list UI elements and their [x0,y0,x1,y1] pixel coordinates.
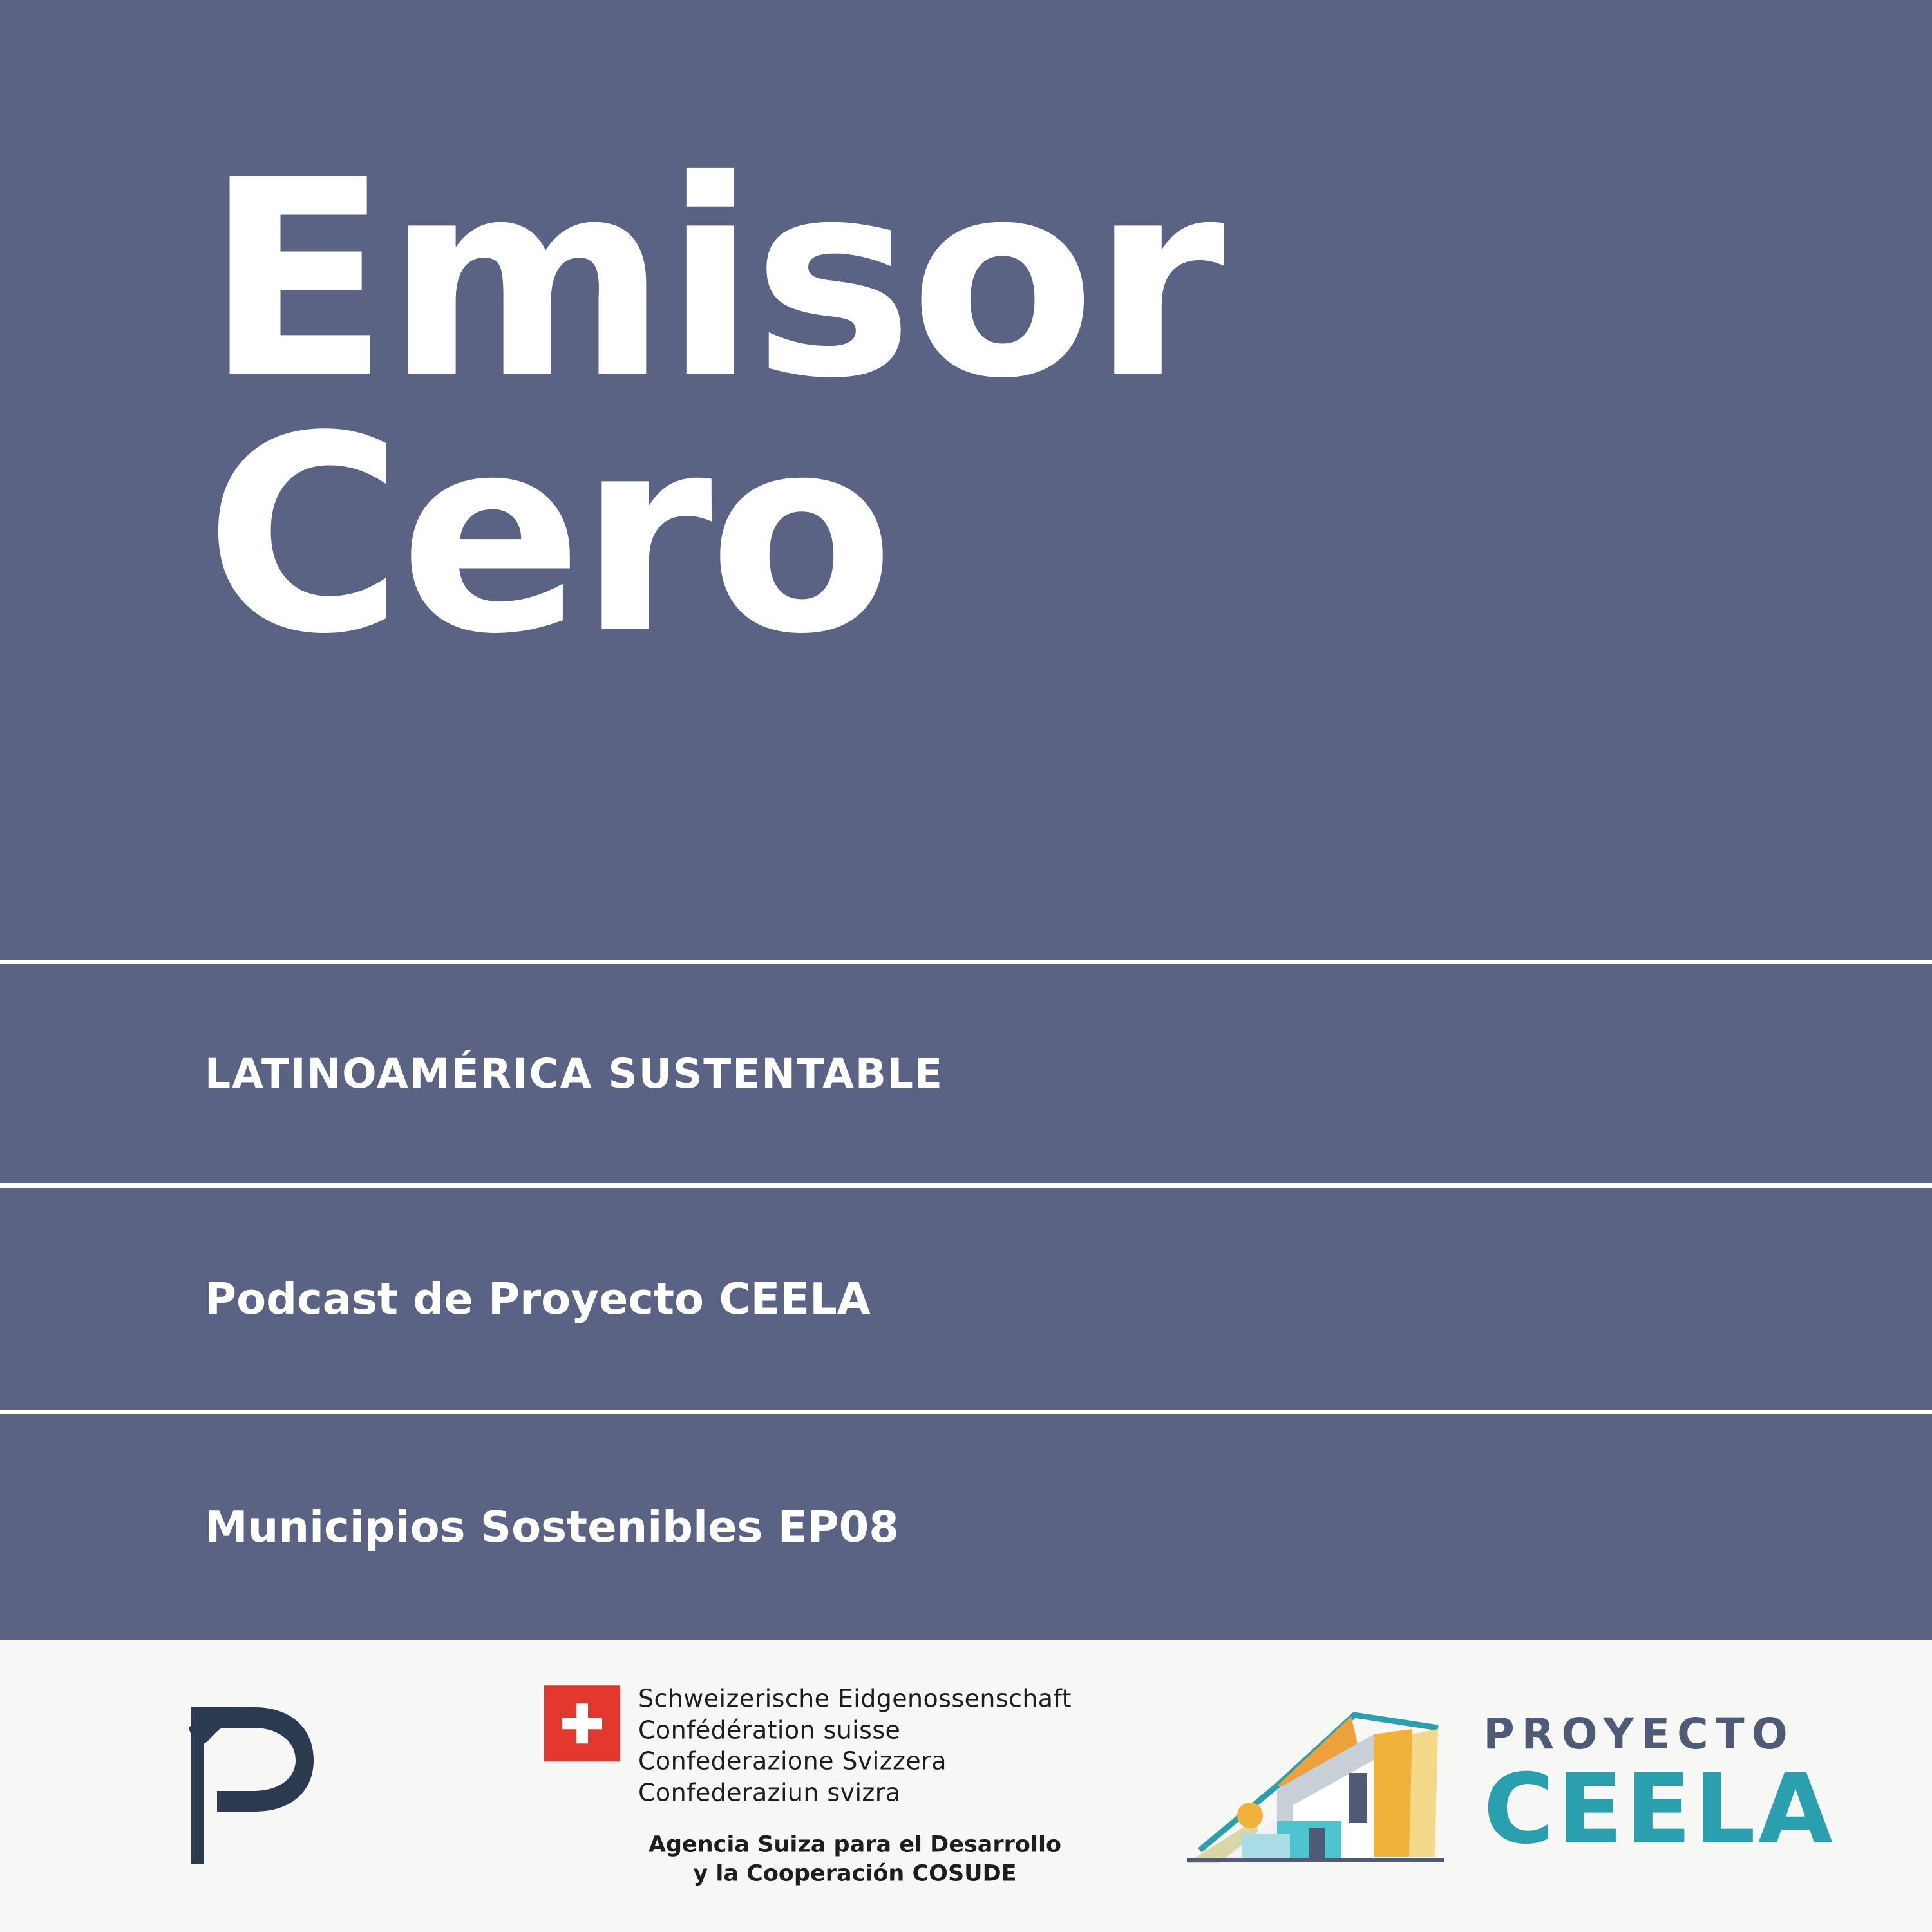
show-name-text: Podcast de Proyecto CEELA [205,1273,871,1324]
divider-3 [0,1410,1932,1414]
show-name-row [0,1188,1932,1410]
cover-title-line-2: Cero [205,379,891,694]
proyecto-ceela-logo [1180,1689,1835,1882]
swiss-line-rm: Confederaziun svizra [638,1778,901,1807]
swiss-agency-block [638,1830,1072,1889]
swiss-cooperation-logo [544,1683,1072,1889]
cover-title-line-1: Emisor [205,123,1222,438]
ceela-proyecto-text: PROYECTO [1483,1709,1795,1759]
swiss-agency-line-2: y la Cooperación COSUDE [693,1861,1017,1887]
swiss-flag-icon [544,1685,620,1761]
tagline-row [0,964,1932,1183]
ceela-wordmark [1483,1709,1835,1866]
episode-text: Municipios Sostenibles EP08 [205,1502,899,1552]
ceela-name-text: CEELA [1483,1753,1835,1866]
ceela-building-icon [1180,1689,1464,1882]
swiss-text-block [638,1683,1072,1889]
divider-1 [0,960,1932,964]
swiss-line-it: Confederazione Svizzera [638,1747,947,1776]
episode-row [0,1414,1932,1640]
swiss-line-fr: Confédération suisse [638,1715,901,1744]
tagline-text: LATINOAMÉRICA SUSTENTABLE [205,1050,944,1097]
p-feather-logo-icon [184,1702,325,1870]
footer-logo-bar [0,1640,1932,1932]
divider-2 [0,1183,1932,1188]
swiss-agency-line-1: Agencia Suiza para el Desarrollo [648,1831,1062,1857]
title-block [0,0,1932,960]
swiss-line-de: Schweizerische Eidgenossenschaft [638,1684,1072,1713]
